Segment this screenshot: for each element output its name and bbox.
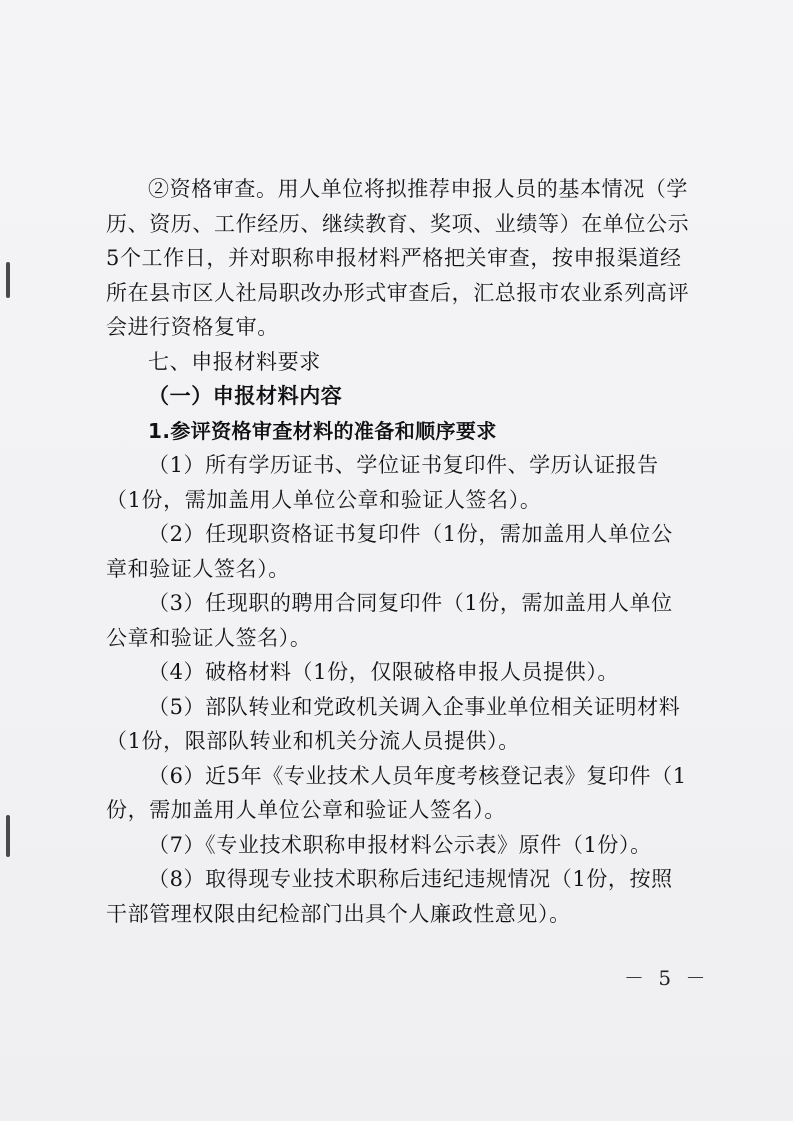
section-heading: 七、申报材料要求: [148, 349, 321, 374]
list-item: （5）部队转业和党政机关调入企事业单位相关证明材料（1份，限部队转业和机关分流人员提供）。: [106, 694, 681, 753]
list-item: （8）取得现专业技术职称后违纪违规情况（1份，按照干部管理权限由纪检部门出具个人廉政性意见）。: [106, 867, 673, 926]
list-item: （4）破格材料（1份，仅限破格申报人员提供）。: [148, 660, 620, 684]
scan-edge-mark: [6, 815, 10, 857]
list-item: （1）所有学历证书、学位证书复印件、学历认证报告（1份，需加盖用人单位公章和验证人签名）。: [106, 453, 659, 512]
list-item: （3）任现职的聘用合同复印件（1份，需加盖用人单位公章和验证人签名）。: [106, 591, 673, 650]
list-item: （2）任现职资格证书复印件（1份，需加盖用人单位公章和验证人签名）。: [106, 522, 673, 581]
qualification-review-paragraph: ②资格审查。用人单位将拟推荐申报人员的基本情况（学历、资历、工作经历、继续教育、奖项、业绩等）在单位公示5个工作日，并对职称申报材料严格把关审查，按申报渠道经所在县市区人社局职改办形式审查后，汇总报市农业系列高评会进行资格复审。: [106, 177, 690, 339]
page-number: － 5 －: [624, 966, 710, 990]
document-body: [106, 172, 691, 931]
item-heading: 1.参评资格审查材料的准备和顺序要求: [148, 418, 497, 443]
list-item: （6）近5年《专业技术人员年度考核登记表》复印件（1份，需加盖用人单位公章和验证人签名）。: [106, 763, 687, 822]
list-item: （7）《专业技术职称申报材料公示表》原件（1份）。: [148, 832, 652, 857]
subsection-heading: （一）申报材料内容: [148, 384, 343, 408]
scan-edge-mark: [6, 262, 10, 298]
